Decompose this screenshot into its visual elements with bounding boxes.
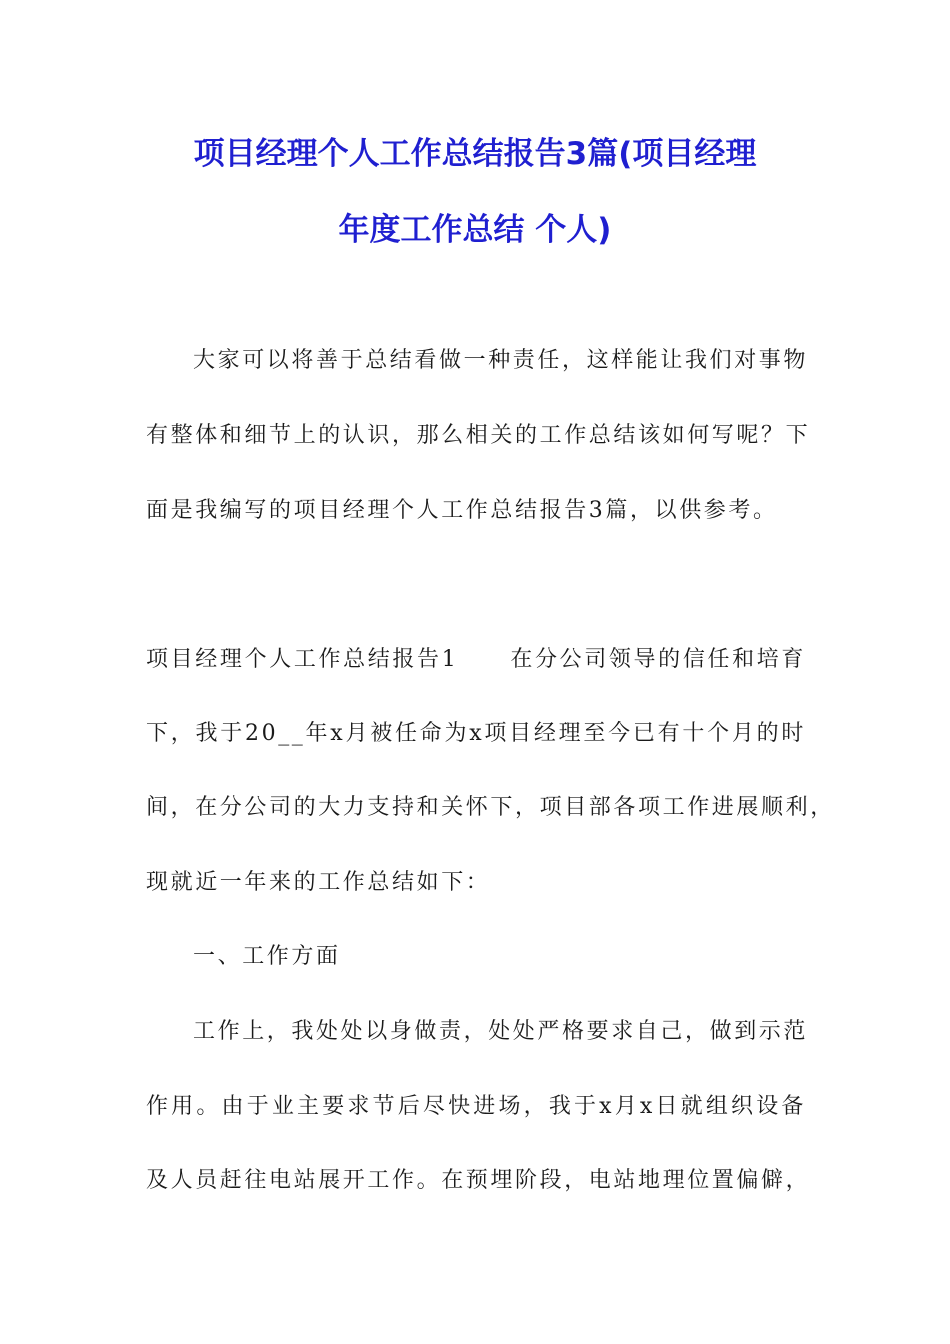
intro-line-3: 面是我编写的项目经理个人工作总结报告3篇，以供参考。 — [146, 498, 778, 523]
intro-line-2: 有整体和细节上的认识，那么相关的工作总结该如何写呢？下 — [146, 423, 811, 448]
section-1-first-line — [146, 645, 806, 675]
section-1-heading: 项目经理个人工作总结报告1 — [146, 647, 459, 672]
section-1-line-4: 现就近一年来的工作总结如下： — [146, 870, 491, 895]
section-1-line-3: 间，在分公司的大力支持和关怀下，项目部各项工作进展顺利， — [146, 795, 835, 820]
subsection-1-line-1: 工作上，我处处以身做责，处处严格要求自己，做到示范 — [193, 1019, 809, 1044]
subsection-1-line-2: 作用。由于业主要求节后尽快进场，我于x月x日就组织设备 — [146, 1094, 806, 1119]
section-1-line-2: 下，我于20__年x月被任命为x项目经理至今已有十个月的时 — [146, 721, 806, 746]
subsection-1-line-3: 及人员赶往电站展开工作。在预埋阶段，电站地理位置偏僻， — [146, 1168, 811, 1193]
subsection-1-heading: 一、工作方面 — [193, 944, 341, 969]
intro-line-1: 大家可以将善于总结看做一种责任，这样能让我们对事物 — [193, 348, 809, 373]
document-title-line-1: 项目经理个人工作总结报告3篇(项目经理 — [193, 136, 757, 172]
section-1-line-1-rest: 在分公司领导的信任和培育 — [510, 647, 806, 672]
document-title-line-2: 年度工作总结 个人) — [338, 212, 612, 248]
